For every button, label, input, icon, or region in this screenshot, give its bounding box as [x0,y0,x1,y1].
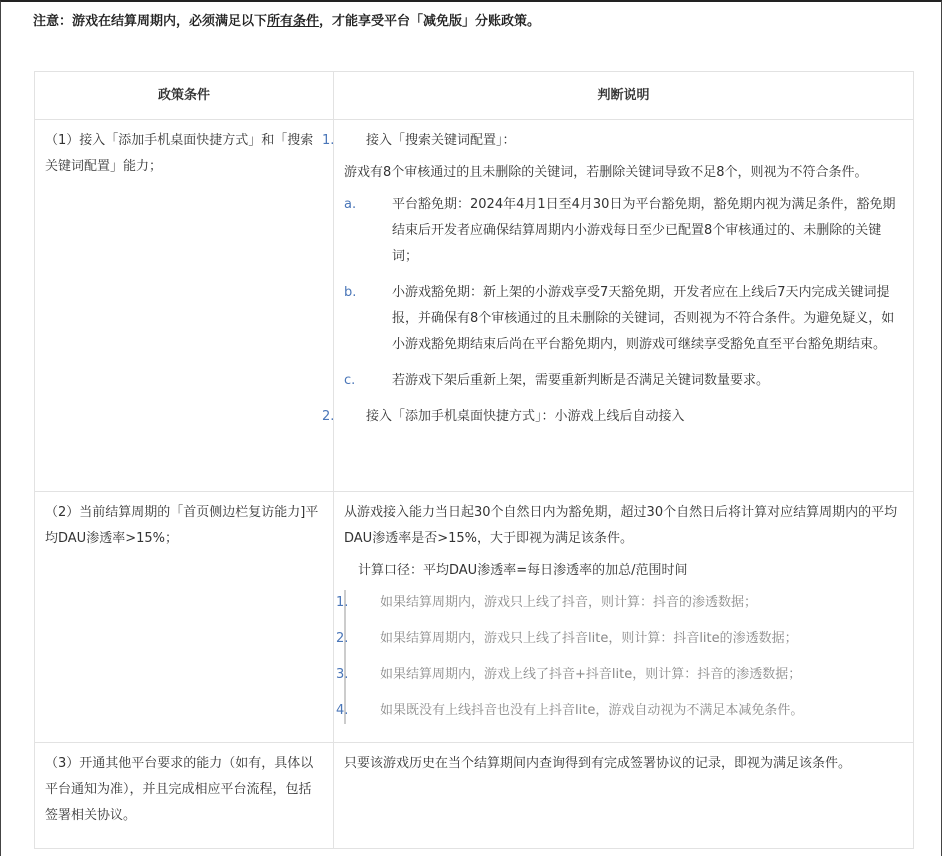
explanation-cell [334,492,914,743]
notice-emphasis: 所有条件 [267,14,320,29]
paragraph: 从游戏接入能力当日起30个自然日内为豁免期，超过30个自然日后将计算对应结算周期内的平均DAU渗透率是否>15%，大于即视为满足该条件。 [344,505,898,546]
list-letter: c. [344,373,356,388]
notice [33,10,540,29]
table-row [35,743,914,849]
explanation-cell [322,120,914,492]
header-condition: 政策条件 [35,72,334,120]
list-letter: a. [344,197,357,212]
blockquote [336,590,903,724]
list-item [344,368,903,394]
table-row [35,492,914,743]
formula: 计算口径：平均DAU渗透率=每日渗透率的加总/范围时间 [358,563,688,578]
list-item [336,662,903,688]
list-text: 平台豁免期：2024年4月1日至4月30日为平台豁免期，豁免期内视为满足条件，豁免期结束后开发者应确保结算周期内小游戏每日至少已配置8个审核通过的、未删除的关键词； [392,197,896,264]
condition-cell: （3）开通其他平台要求的能力（如有，具体以平台通知为准），并且完成相应平台流程，包括签署相关协议。 [35,743,334,849]
header-explanation: 判断说明 [334,72,914,120]
list-number: 2. [322,409,335,424]
list-number: 1. [336,595,349,610]
list-number: 3. [336,667,349,682]
list-text: 若游戏下架后重新上架，需要重新判断是否满足关键词数量要求。 [392,373,770,388]
list-text: 小游戏豁免期：新上架的小游戏享受7天豁免期，开发者应在上线后7天内完成关键词提报，并确保有8个审核通过的且未删除的关键词，否则视为不符合条件。为避免疑义，如小游戏豁免期结束后尚在平台豁免期内，则游戏可继续享受豁免直至平台豁免期结束。 [392,285,895,352]
notice-text-end: ，才能享受平台「减免版」分账政策。 [319,14,541,29]
list-item [344,192,903,270]
list-text: 接入「添加手机桌面快捷方式」：小游戏上线后自动接入 [366,409,685,424]
condition-cell: （1）接入「添加手机桌面快捷方式」和「搜索关键词配置」能力； [35,120,334,492]
list-text: 接入「搜索关键词配置」： [366,133,516,148]
list-item [336,626,903,652]
paragraph: 游戏有8个审核通过的且未删除的关键词，若删除关键词导致不足8个，则视为不符合条件。 [344,165,868,180]
table-header-row [35,72,914,120]
list-text: 如果结算周期内，游戏上线了抖音+抖音lite，则计算：抖音的渗透数据； [380,667,802,682]
table-row [35,120,914,492]
list-letter: b. [344,285,357,300]
list-item [322,128,903,154]
condition-cell: （2）当前结算周期的「首页侧边栏复访能力]平均DAU渗透率>15%； [35,492,334,743]
list-number: 1. [322,133,335,148]
list-number: 4. [336,703,349,718]
list-item [344,280,903,358]
notice-text: 注意：游戏在结算周期内，必须满足以下 [33,14,268,29]
policy-table [34,71,914,849]
sub-list [344,192,903,394]
list-item [322,404,903,430]
list-text: 如果既没有上线抖音也没有上抖音lite，游戏自动视为不满足本减免条件。 [380,703,804,718]
explanation-cell: 只要该游戏历史在当个结算期间内查询得到有完成签署协议的记录，即视为满足该条件。 [334,743,914,849]
list-item [336,590,903,616]
list-number: 2. [336,631,349,646]
list-item [336,698,903,724]
list-text: 如果结算周期内，游戏只上线了抖音lite，则计算：抖音lite的渗透数据； [380,631,798,646]
list-text: 如果结算周期内，游戏只上线了抖音，则计算：抖音的渗透数据； [380,595,758,610]
